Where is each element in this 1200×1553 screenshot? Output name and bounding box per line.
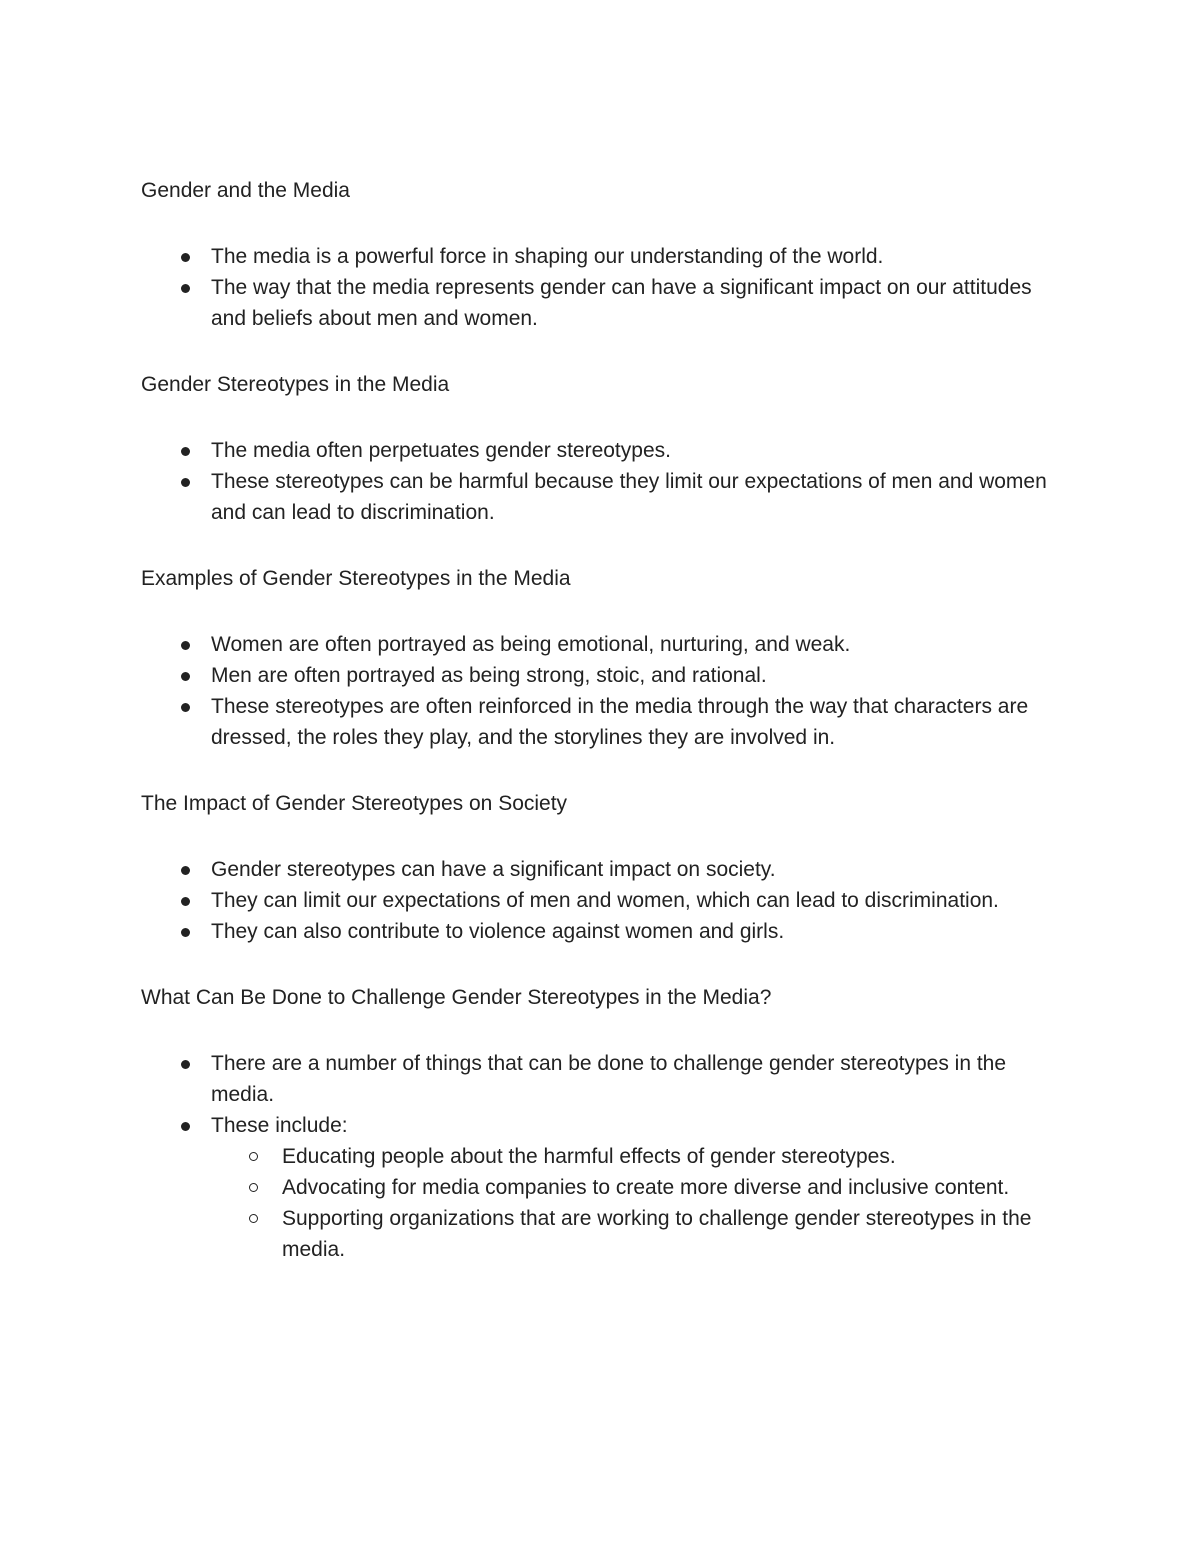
list-item: Men are often portrayed as being strong, stoic, and rational. <box>141 660 1071 691</box>
section-heading: The Impact of Gender Stereotypes on Society <box>141 792 568 815</box>
list-item: The media often perpetuates gender stereotypes. <box>141 435 1071 466</box>
section-what-can-be-done <box>141 982 1071 1265</box>
section-examples <box>141 563 1071 753</box>
section-gender-stereotypes <box>141 369 1071 528</box>
sub-list-item: Supporting organizations that are working to challenge gender stereotypes in the media. <box>141 1203 1071 1265</box>
section-heading: Gender and the Media <box>141 179 350 202</box>
list-item <box>141 1110 1071 1265</box>
section-heading: What Can Be Done to Challenge Gender Stereotypes in the Media? <box>141 986 772 1009</box>
section-impact <box>141 788 1071 947</box>
list-item: They can limit our expectations of men and women, which can lead to discrimination. <box>141 885 1071 916</box>
list-item: These stereotypes are often reinforced in the media through the way that characters are dressed, the roles they play, and the storylines they are involved in. <box>141 691 1071 753</box>
bullet-list <box>141 629 1071 753</box>
list-item: There are a number of things that can be done to challenge gender stereotypes in the media. <box>141 1048 1071 1110</box>
list-item: Women are often portrayed as being emotional, nurturing, and weak. <box>141 629 1071 660</box>
section-heading: Examples of Gender Stereotypes in the Media <box>141 567 571 590</box>
section-heading: Gender Stereotypes in the Media <box>141 373 450 396</box>
sub-list-item: Educating people about the harmful effects of gender stereotypes. <box>141 1141 1071 1172</box>
section-gender-and-media <box>141 175 1071 334</box>
list-item: These stereotypes can be harmful because they limit our expectations of men and women and can lead to discrimination. <box>141 466 1071 528</box>
bullet-list <box>141 854 1071 947</box>
bullet-list <box>141 241 1071 334</box>
list-item: Gender stereotypes can have a significant impact on society. <box>141 854 1071 885</box>
list-item: The media is a powerful force in shaping our understanding of the world. <box>141 241 1071 272</box>
document-page <box>141 175 1071 1265</box>
sub-bullet-list <box>141 1141 1071 1265</box>
bullet-list <box>141 1048 1071 1265</box>
list-item: They can also contribute to violence against women and girls. <box>141 916 1071 947</box>
list-item: The way that the media represents gender can have a significant impact on our attitudes and beliefs about men and women. <box>141 272 1071 334</box>
list-item-text: These include: <box>211 1114 348 1137</box>
bullet-list <box>141 435 1071 528</box>
sub-list-item: Advocating for media companies to create more diverse and inclusive content. <box>141 1172 1071 1203</box>
